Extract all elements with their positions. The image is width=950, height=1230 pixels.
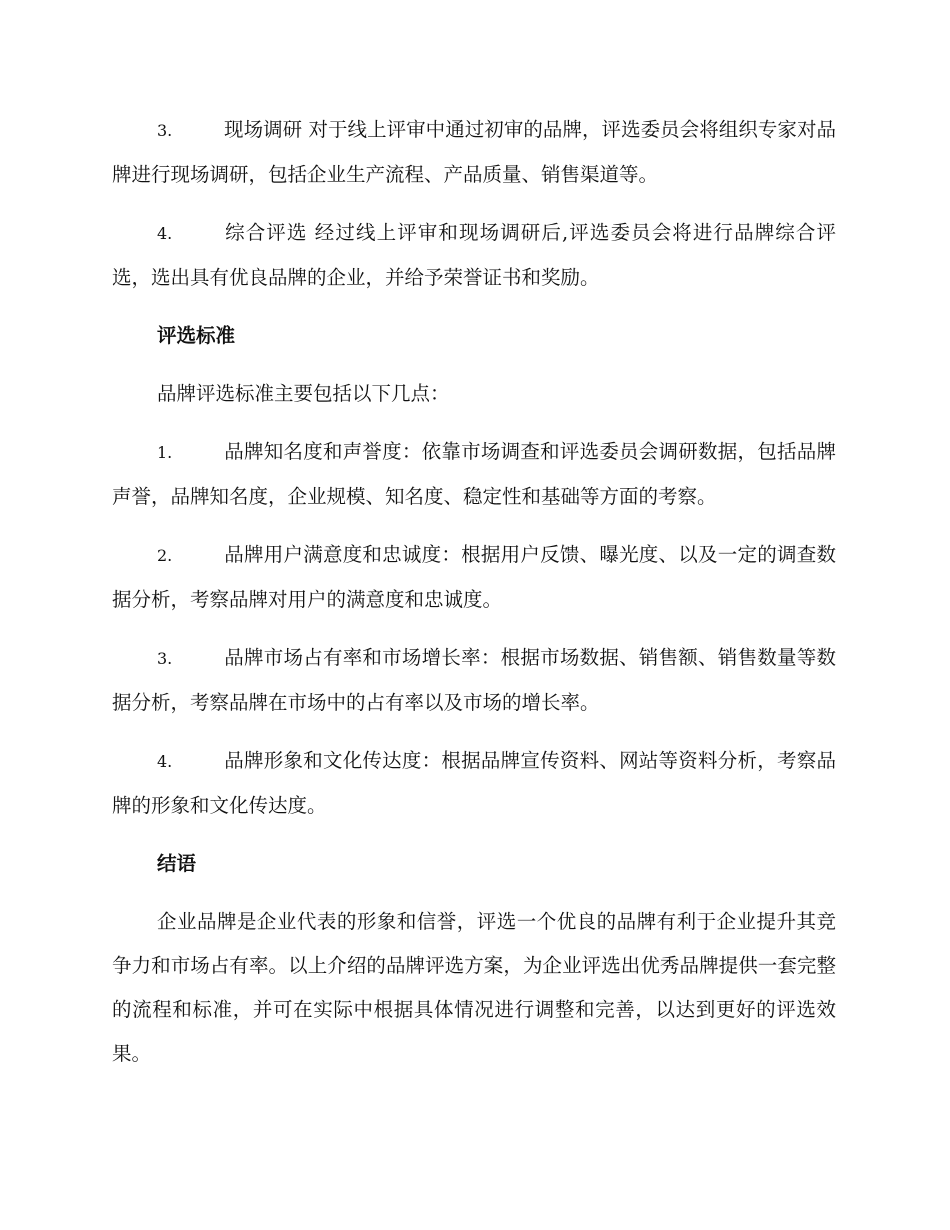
- list-item-number: 1.: [157, 443, 173, 462]
- list-item: [112, 739, 836, 828]
- list-item-text: 综合评选 经过线上评审和现场调研后,评选委员会将进行品牌综合评选，选出具有优良品牌的企业，并给予荣誉证书和奖励。: [112, 221, 836, 289]
- criteria-intro: 品牌评选标准主要包括以下几点：: [157, 382, 450, 405]
- list-item: [112, 211, 836, 300]
- section-heading-conclusion: 结语: [157, 852, 197, 875]
- list-item: [112, 533, 836, 622]
- list-item-number: 4.: [157, 224, 173, 243]
- list-item: [112, 108, 836, 197]
- list-item-number: 4.: [157, 752, 173, 771]
- list-item: [112, 636, 836, 725]
- list-item-text: 品牌用户满意度和忠诚度：根据用户反馈、曝光度、以及一定的调查数据分析，考察品牌对用户的满意度和忠诚度。: [112, 543, 836, 611]
- list-item-number: 3.: [157, 121, 173, 140]
- conclusion-paragraph: 企业品牌是企业代表的形象和信誉，评选一个优良的品牌有利于企业提升其竞争力和市场占有率。以上介绍的品牌评选方案，为企业评选出优秀品牌提供一套完整的流程和标准，并可在实际中根据具体情况进行调整和完善，以达到更好的评选效果。: [112, 910, 836, 1065]
- list-item-text: 品牌知名度和声誉度：依靠市场调查和评选委员会调研数据，包括品牌声誉，品牌知名度，企业规模、知名度、稳定性和基础等方面的考察。: [112, 440, 836, 508]
- list-item-number: 2.: [157, 546, 173, 565]
- list-item-text: 品牌市场占有率和市场增长率：根据市场数据、销售额、销售数量等数据分析，考察品牌在市场中的占有率以及市场的增长率。: [112, 646, 836, 714]
- list-item-text: 品牌形象和文化传达度：根据品牌宣传资料、网站等资料分析，考察品牌的形象和文化传达度。: [112, 749, 836, 817]
- document-page: [112, 108, 836, 1090]
- list-item: [112, 430, 836, 519]
- list-item-number: 3.: [157, 649, 173, 668]
- list-item-text: 现场调研 对于线上评审中通过初审的品牌，评选委员会将组织专家对品牌进行现场调研，包括企业生产流程、产品质量、销售渠道等。: [112, 118, 836, 186]
- section-heading-criteria: 评选标准: [157, 324, 236, 347]
